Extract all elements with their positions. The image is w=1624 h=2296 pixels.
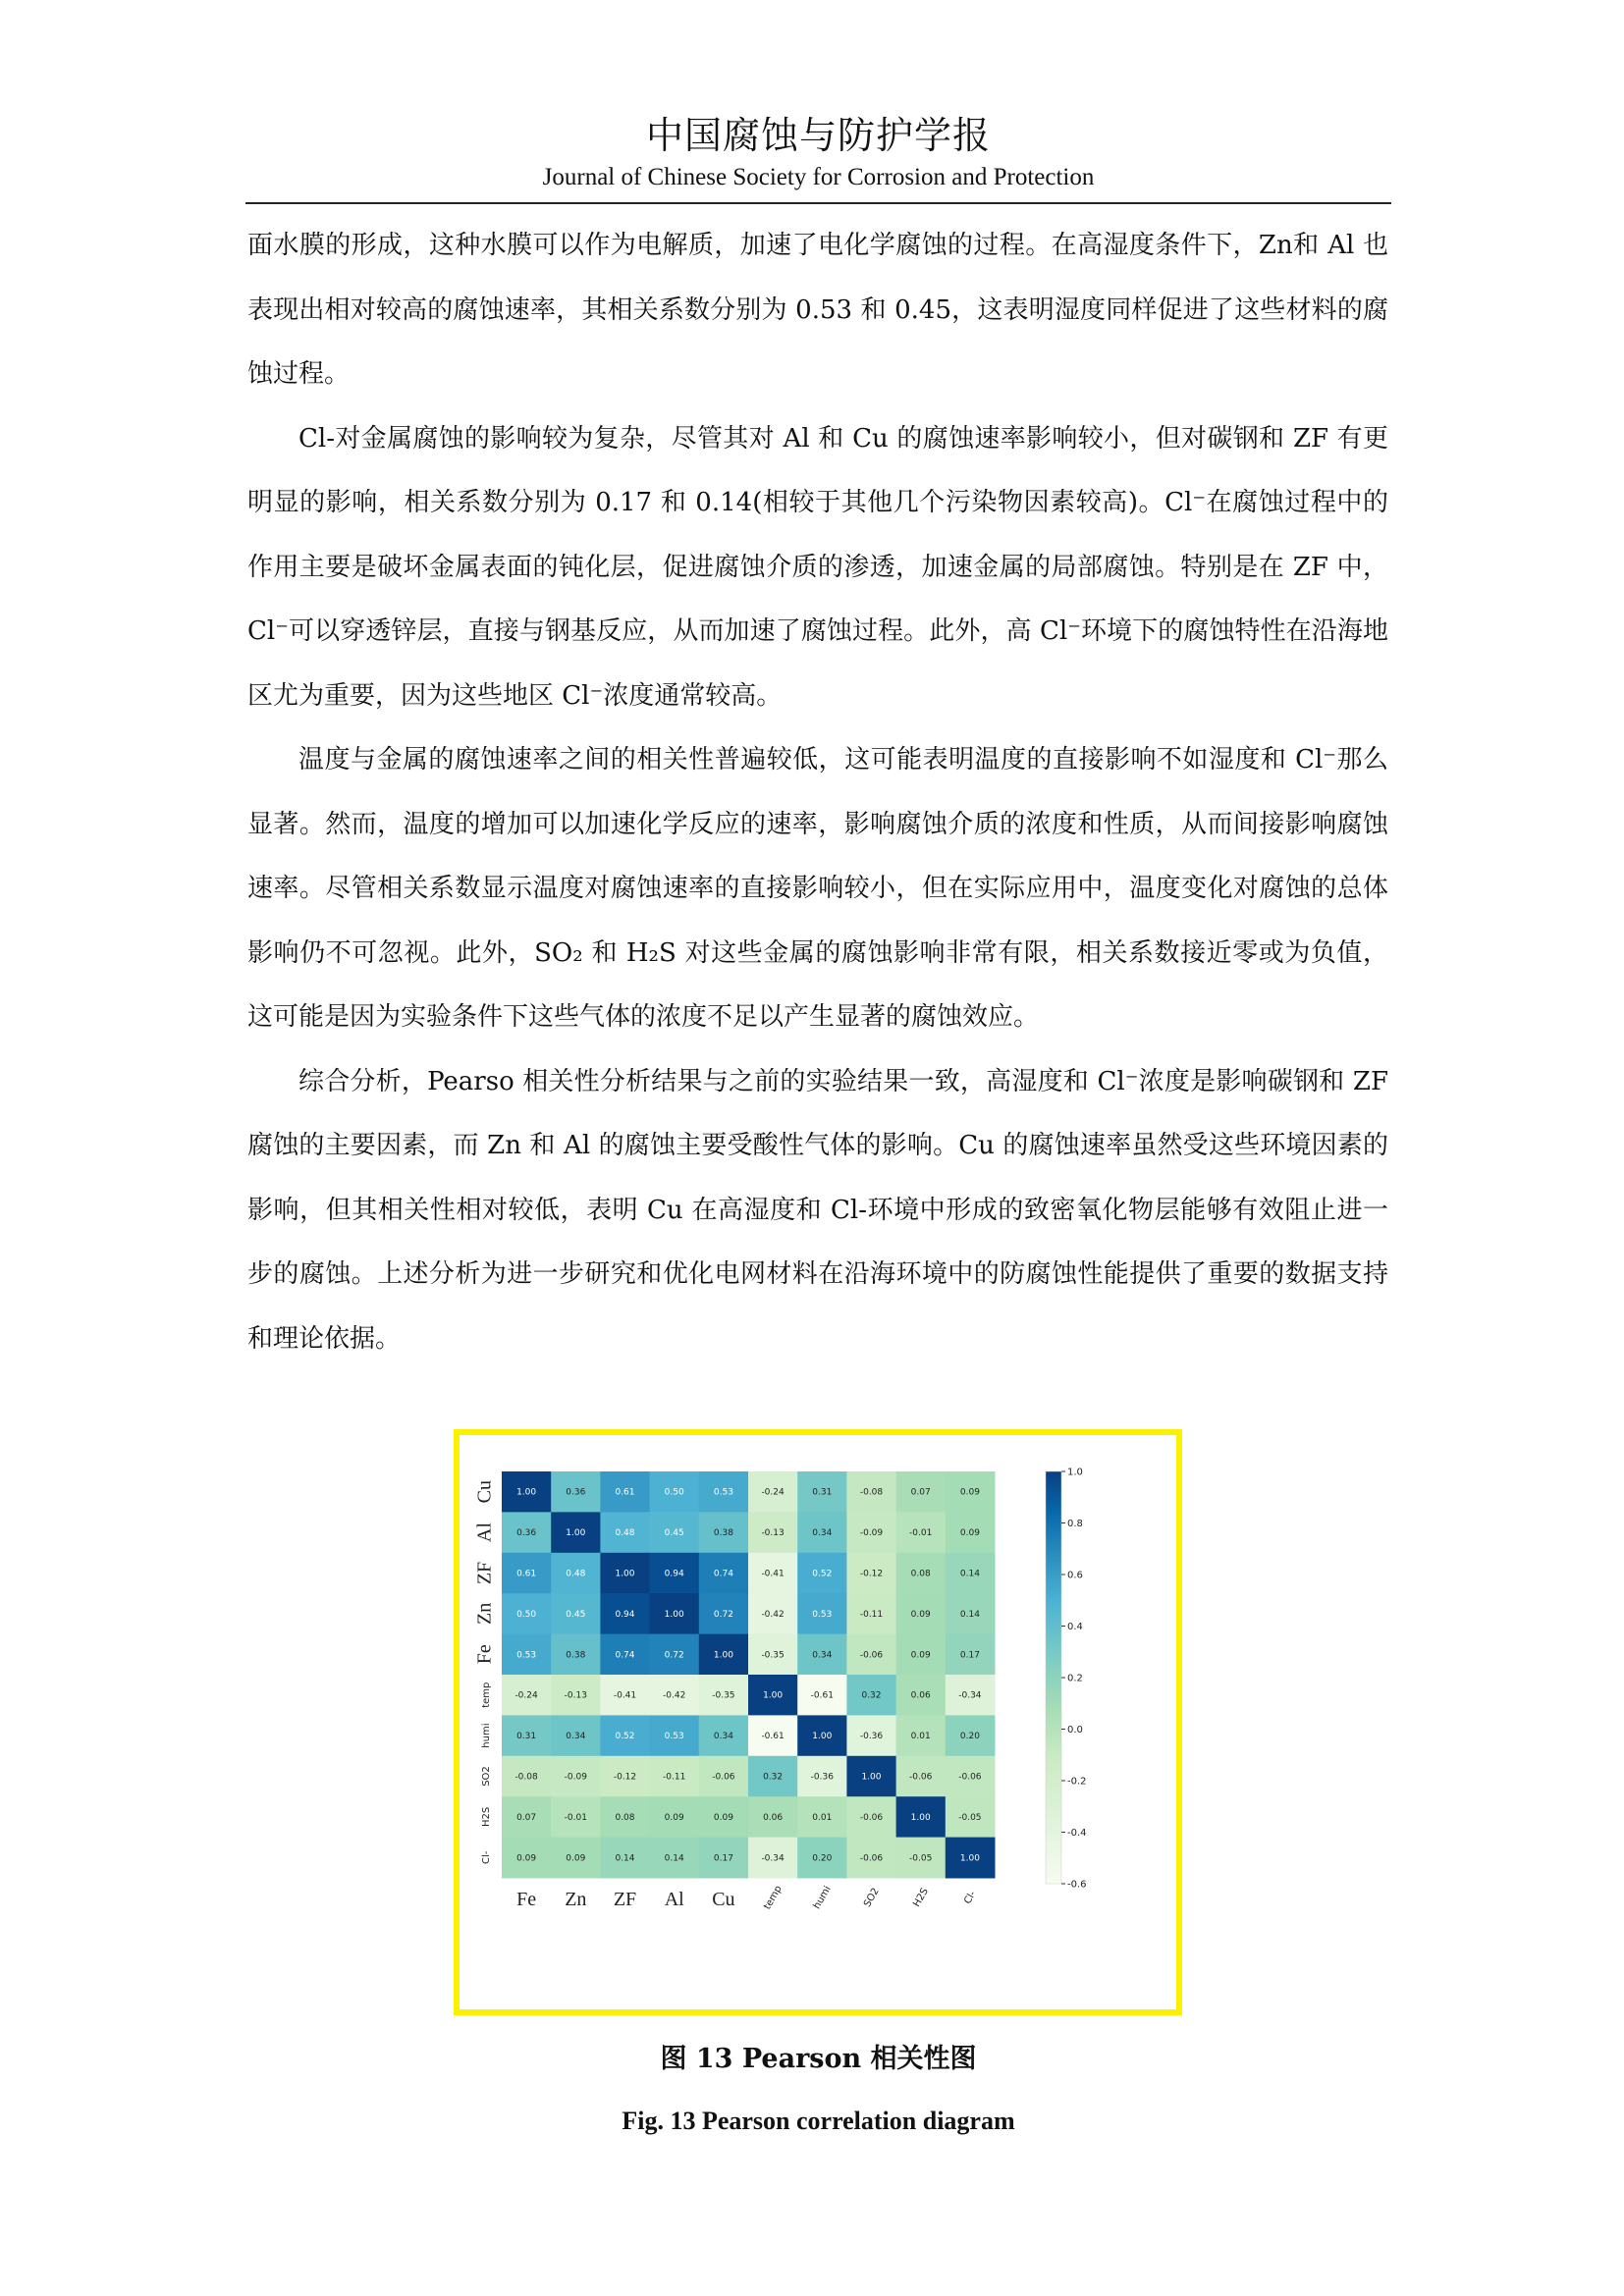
heatmap-cell-value: 0.48: [566, 1569, 586, 1579]
colorbar-tick-label: -0.2: [1067, 1776, 1087, 1788]
heatmap-cell-value: -0.06: [712, 1772, 735, 1783]
heatmap-cell-value: 0.52: [615, 1732, 635, 1742]
heatmap-cell-value: -0.11: [859, 1609, 884, 1620]
heatmap-cell-value: 0.14: [664, 1853, 684, 1864]
heatmap-cell-value: 0.34: [713, 1732, 733, 1742]
figure-13-frame: [454, 1429, 1182, 2015]
heatmap-cell-value: -0.01: [909, 1528, 933, 1539]
heatmap-cell-value: 1.00: [812, 1732, 833, 1742]
heatmap-cell-value: 0.94: [664, 1569, 684, 1579]
heatmap-cell-value: -0.24: [761, 1487, 785, 1498]
y-tick-label: Cl-: [481, 1850, 492, 1864]
heatmap-cell-value: -0.06: [909, 1772, 933, 1783]
figure-caption-en: Fig. 13 Pearson correlation diagram: [622, 2107, 1015, 2135]
heatmap-cell-value: 0.45: [566, 1609, 586, 1620]
y-tick-label: Fe: [473, 1644, 496, 1665]
x-tick-label: Cu: [712, 1889, 735, 1910]
heatmap-cell-value: -0.12: [613, 1772, 637, 1783]
heatmap-cell-value: -0.13: [564, 1690, 587, 1701]
journal-title-en: Journal of Chinese Society for Corrosion and Protection: [542, 164, 1095, 190]
heatmap-cell-value: -0.36: [859, 1732, 884, 1742]
heatmap-cell-value: -0.35: [761, 1650, 785, 1661]
colorbar-tick-label: 1.0: [1067, 1467, 1083, 1478]
y-tick-label: temp: [481, 1682, 492, 1708]
heatmap-cell-value: 1.00: [516, 1487, 537, 1498]
y-tick-label: Zn: [473, 1602, 496, 1626]
heatmap-cell-value: 0.72: [713, 1609, 733, 1620]
heatmap-cell-value: 0.31: [516, 1732, 537, 1742]
x-tick-label: SO2: [862, 1886, 882, 1909]
heatmap-cell-value: 0.09: [959, 1528, 980, 1539]
heatmap-cell-value: -0.06: [859, 1650, 884, 1661]
heatmap-cell-value: -0.05: [909, 1853, 933, 1864]
heatmap-cell-value: 0.32: [861, 1690, 882, 1701]
heatmap-cell-value: 0.52: [812, 1569, 833, 1579]
heatmap-cell-value: 0.09: [566, 1853, 586, 1864]
heatmap-cell-value: 0.48: [615, 1528, 635, 1539]
header-divider: [245, 202, 1391, 204]
heatmap-cell-value: -0.61: [810, 1690, 834, 1701]
heatmap-cell-value: 0.09: [516, 1853, 537, 1864]
heatmap-cell-value: 0.20: [812, 1853, 833, 1864]
journal-header: [245, 110, 1391, 192]
colorbar: [1046, 1471, 1061, 1884]
y-tick-label: Cu: [473, 1480, 496, 1504]
heatmap-cell-value: 0.38: [713, 1528, 733, 1539]
article-body: [247, 214, 1388, 1371]
heatmap-cell-value: 0.36: [566, 1487, 586, 1498]
heatmap-cell-value: 0.36: [516, 1528, 537, 1539]
heatmap-cell-value: 0.09: [959, 1487, 980, 1498]
heatmap-cell-value: -0.11: [663, 1772, 686, 1783]
journal-title-cn: 中国腐蚀与防护学报: [645, 114, 991, 157]
heatmap-cell-value: -0.36: [810, 1772, 834, 1783]
x-tick-label: ZF: [613, 1889, 637, 1910]
heatmap-cell-value: 0.53: [664, 1732, 684, 1742]
y-tick-label: humi: [481, 1723, 492, 1748]
heatmap-cell-value: 0.14: [615, 1853, 635, 1864]
heatmap-cell-value: 0.09: [910, 1650, 931, 1661]
heatmap-cell-value: 0.08: [615, 1812, 635, 1823]
heatmap-cell-value: 0.53: [516, 1650, 537, 1661]
paragraph-1: 面水膜的形成，这种水膜可以作为电解质，加速了电化学腐蚀的过程。在高湿度条件下，Zn和 Al 也表现出相对较高的腐蚀速率，其相关系数分别为 0.53 和 0.45，这表明湿度同样促进了这些材料的腐蚀过程。: [247, 231, 1388, 389]
heatmap-cell-value: -0.42: [663, 1690, 686, 1701]
heatmap-cell-value: -0.41: [761, 1569, 785, 1579]
heatmap-cell-value: 0.17: [959, 1650, 980, 1661]
heatmap-cell-value: 0.53: [812, 1609, 833, 1620]
paragraph-3: 温度与金属的腐蚀速率之间的相关性普遍较低，这可能表明温度的直接影响不如湿度和 Cl⁻那么显著。然而，温度的增加可以加速化学反应的速率，影响腐蚀介质的浓度和性质，从而间接影响腐蚀速率。尽管相关系数显示温度对腐蚀速率的直接影响较小，但在实际应用中，温度变化对腐蚀的总体影响仍不可忽视。此外，SO₂ 和 H₂S 对这些金属的腐蚀影响非常有限，相关系数接近零或为负值，这可能是因为实验条件下这些气体的浓度不足以产生显著的腐蚀效应。: [247, 745, 1388, 1032]
heatmap-cell-value: 0.06: [910, 1690, 931, 1701]
heatmap-cell-value: 0.09: [910, 1609, 931, 1620]
x-tick-label: H2S: [911, 1886, 931, 1909]
heatmap-cell-value: 1.00: [861, 1772, 882, 1783]
heatmap-cell-value: -0.61: [761, 1732, 785, 1742]
heatmap-cell-value: 0.34: [566, 1732, 586, 1742]
heatmap-cell-value: 0.09: [713, 1812, 733, 1823]
heatmap-cell-value: 1.00: [664, 1609, 684, 1620]
heatmap-cell-value: -0.09: [564, 1772, 587, 1783]
heatmap-cell-value: 1.00: [615, 1569, 635, 1579]
heatmap-cell-value: 0.32: [763, 1772, 784, 1783]
heatmap-cell-value: 0.14: [959, 1609, 980, 1620]
heatmap-cell-value: 1.00: [763, 1690, 784, 1701]
colorbar-tick-label: 0.0: [1067, 1725, 1083, 1735]
heatmap-cell-value: 0.94: [615, 1609, 635, 1620]
heatmap-cell-value: 0.50: [516, 1609, 537, 1620]
pearson-heatmap: [460, 1435, 1176, 2009]
heatmap-cell-value: 0.45: [664, 1528, 684, 1539]
heatmap-cell-value: -0.08: [514, 1772, 538, 1783]
heatmap-cell-value: 0.07: [516, 1812, 537, 1823]
heatmap-cell-value: 0.07: [910, 1487, 931, 1498]
heatmap-cell-value: -0.34: [958, 1690, 982, 1701]
heatmap-cell-value: 0.50: [664, 1487, 684, 1498]
heatmap-cell-value: -0.34: [761, 1853, 785, 1864]
colorbar-tick-label: 0.6: [1067, 1570, 1083, 1581]
heatmap-cell-value: 0.38: [566, 1650, 586, 1661]
x-tick-label: Zn: [565, 1889, 587, 1910]
heatmap-cell-value: 0.20: [959, 1732, 980, 1742]
heatmap-cell-value: 0.74: [713, 1569, 733, 1579]
heatmap-cell-value: 0.34: [812, 1528, 833, 1539]
figure-caption-cn: 图 13 Pearson 相关性图: [660, 2044, 977, 2074]
x-tick-label: humi: [811, 1884, 834, 1911]
heatmap-cell-value: -0.42: [761, 1609, 785, 1620]
heatmap-cell-value: 0.31: [812, 1487, 833, 1498]
heatmap-cell-value: -0.41: [613, 1690, 637, 1701]
x-tick-label: temp: [762, 1884, 785, 1912]
colorbar-tick-label: -0.4: [1067, 1828, 1087, 1839]
heatmap-cell-value: -0.13: [761, 1528, 785, 1539]
heatmap-cell-value: -0.06: [958, 1772, 982, 1783]
colorbar-tick-label: 0.2: [1067, 1673, 1083, 1684]
heatmap-cell-value: 1.00: [959, 1853, 980, 1864]
heatmap-cell-value: -0.35: [712, 1690, 735, 1701]
colorbar-tick-label: 0.4: [1067, 1622, 1083, 1632]
heatmap-cell-value: -0.09: [859, 1528, 884, 1539]
heatmap-cell-value: 0.53: [713, 1487, 733, 1498]
y-tick-label: SO2: [481, 1766, 492, 1787]
y-tick-label: ZF: [473, 1561, 496, 1585]
paragraph-4: 综合分析，Pearso 相关性分析结果与之前的实验结果一致，高湿度和 Cl⁻浓度是影响碳钢和 ZF 腐蚀的主要因素，而 Zn 和 Al 的腐蚀主要受酸性气体的影响。Cu 的腐蚀速率虽然受这些环境因素的影响，但其相关性相对较低，表明 Cu 在高湿度和 Cl-环境中形成的致密氧化物层能够有效阻止进一步的腐蚀。上述分析为进一步研究和优化电网材料在沿海环境中的防腐蚀性能提供了重要的数据支持和理论依据。: [247, 1066, 1388, 1354]
y-tick-label: H2S: [481, 1806, 492, 1828]
heatmap-cell-value: 0.74: [615, 1650, 635, 1661]
colorbar-tick-label: 0.8: [1067, 1519, 1083, 1529]
y-tick-label: Al: [473, 1522, 496, 1543]
heatmap-cell-value: 0.08: [910, 1569, 931, 1579]
heatmap-cell-value: 0.09: [664, 1812, 684, 1823]
heatmap-cell-value: 0.01: [812, 1812, 833, 1823]
paragraph-2: Cl-对金属腐蚀的影响较为复杂，尽管其对 Al 和 Cu 的腐蚀速率影响较小，但对碳钢和 ZF 有更明显的影响，相关系数分别为 0.17 和 0.14(相较于其他几个污染物因素较高)。Cl⁻在腐蚀过程中的作用主要是破坏金属表面的钝化层，促进腐蚀介质的渗透，加速金属的局部腐蚀。特别是在 ZF 中，Cl⁻可以穿透锌层，直接与钢基反应，从而加速了腐蚀过程。此外，高 Cl⁻环境下的腐蚀特性在沿海地区尤为重要，因为这些地区 Cl⁻浓度通常较高。: [247, 423, 1388, 711]
heatmap-cell-value: 0.34: [812, 1650, 833, 1661]
x-tick-label: Cl-: [962, 1889, 979, 1906]
heatmap-cell-value: 0.06: [763, 1812, 784, 1823]
heatmap-cell-value: -0.06: [859, 1812, 884, 1823]
heatmap-cell-value: -0.01: [564, 1812, 587, 1823]
heatmap-cell-value: 1.00: [910, 1812, 931, 1823]
x-tick-label: Fe: [516, 1889, 537, 1910]
heatmap-cell-value: 1.00: [566, 1528, 586, 1539]
heatmap-cell-value: 0.17: [713, 1853, 733, 1864]
colorbar-tick-label: -0.6: [1067, 1879, 1087, 1891]
heatmap-cell-value: 0.14: [959, 1569, 980, 1579]
heatmap-cell-value: -0.05: [958, 1812, 982, 1823]
heatmap-cell-value: -0.24: [514, 1690, 538, 1701]
heatmap-cell-value: 0.61: [615, 1487, 635, 1498]
heatmap-cell-value: -0.12: [859, 1569, 884, 1579]
heatmap-cell-value: -0.06: [859, 1853, 884, 1864]
heatmap-cell-value: 0.61: [516, 1569, 537, 1579]
heatmap-cell-value: 0.72: [664, 1650, 684, 1661]
x-tick-label: Al: [664, 1889, 684, 1910]
heatmap-cell-value: 1.00: [713, 1650, 733, 1661]
heatmap-cell-value: 0.01: [910, 1732, 931, 1742]
heatmap-cell-value: -0.08: [859, 1487, 884, 1498]
